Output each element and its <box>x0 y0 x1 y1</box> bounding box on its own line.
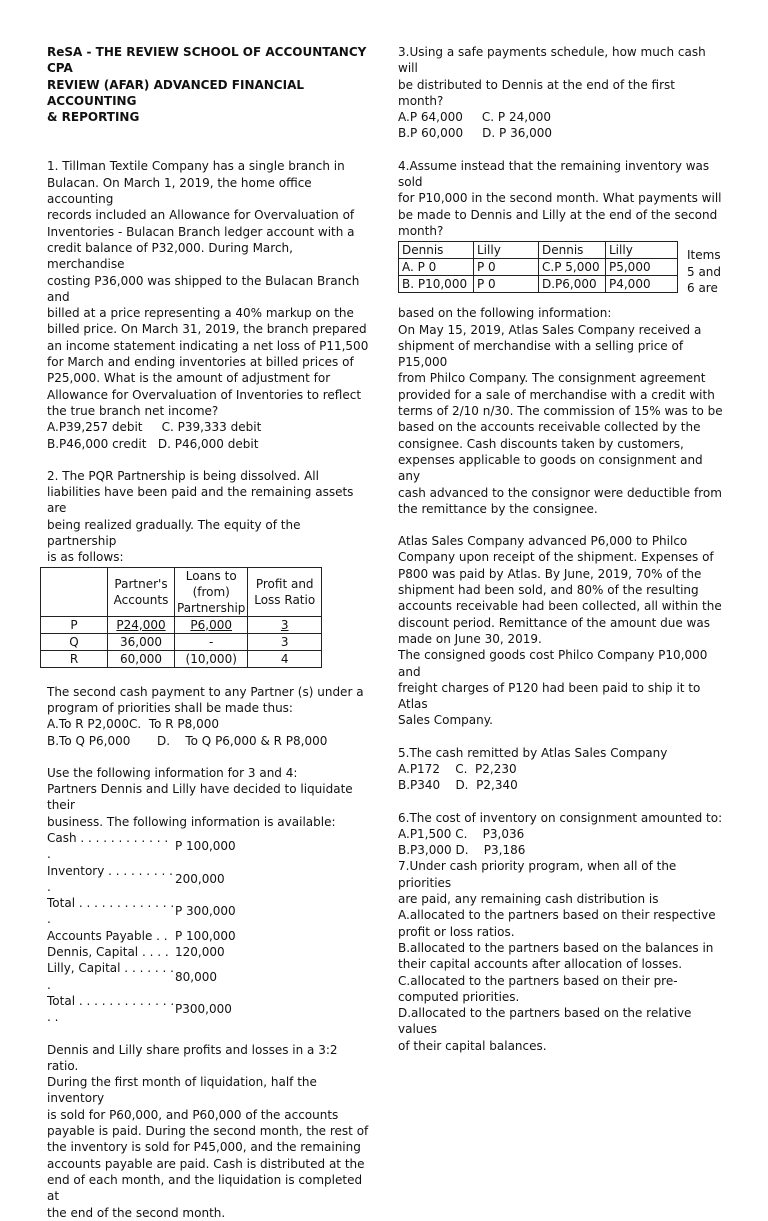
info-line: payable is paid. During the second month, the rest of <box>47 1124 369 1139</box>
q3-line: 3.Using a safe payments schedule, how much cash will <box>398 45 706 76</box>
info-line: terms of 2/10 n/30. The commission of 15% was to be <box>398 404 723 419</box>
table-cell: Q <box>41 633 108 650</box>
table-header-cell: Dennis <box>539 242 606 259</box>
q1-line: for March and ending inventories at billed prices of <box>47 355 354 370</box>
table-header-cell: Loans to (from) Partnership <box>175 567 248 616</box>
payments-table <box>398 241 678 293</box>
q7-line: 7.Under cash priority program, when all of the priorities <box>398 859 677 890</box>
info-line: accounts receivable had been collected, all within the <box>398 599 722 614</box>
q2-option: A.To R P2,000C. To R P8,000 <box>47 717 220 732</box>
table-row <box>399 259 678 276</box>
info-line: shipment of merchandise with a selling price of P15,000 <box>398 338 684 370</box>
info-line: On May 15, 2019, Atlas Sales Company received a <box>398 322 702 337</box>
q2-line: is as follows: <box>47 550 124 565</box>
q1-option: A.P39,257 debit C. P39,333 debit <box>47 420 262 435</box>
table-header-cell: Lilly <box>606 242 678 259</box>
q1-line: 1. Tillman Textile Company has a single branch in <box>47 159 345 174</box>
q1-option: B.P46,000 credit D. P46,000 debit <box>47 436 259 451</box>
info-line: P800 was paid by Atlas. By June, 2019, 70% of the <box>398 566 702 581</box>
info-line: The consigned goods cost Philco Company P10,000 and <box>398 648 708 679</box>
table-cell: A. P 0 <box>399 259 474 276</box>
q2-line: program of priorities shall be made thus: <box>47 700 293 715</box>
info-line: Use the following information for 3 and 4: <box>47 765 298 780</box>
q1-line: Allowance for Overvaluation of Inventories to reflect <box>47 387 362 402</box>
title-line: & REPORTING <box>47 110 140 125</box>
q1-line: the true branch net income? <box>47 403 219 418</box>
q1-line: credit balance of P32,000. During March, merchandise <box>47 240 293 272</box>
item-value: 200,000 <box>175 871 225 886</box>
info-line: During the first month of liquidation, half the inventory <box>47 1075 317 1106</box>
info-line: business. The following information is available: <box>47 814 336 829</box>
table-header-row <box>41 567 322 616</box>
q4-line: 4.Assume instead that the remaining inventory was sold <box>398 158 710 190</box>
item-value: 120,000 <box>175 945 225 960</box>
question-7 <box>398 858 723 1054</box>
table-cell: R <box>41 650 108 667</box>
info-line: Atlas Sales Company advanced P6,000 to Philco <box>398 534 688 549</box>
question-5 <box>398 745 723 794</box>
question-2 <box>47 468 369 749</box>
info-line: freight charges of P120 had been paid to ship it to Atlas <box>398 680 701 712</box>
q7-line: B.allocated to the partners based on the balances in <box>398 940 714 955</box>
list-item <box>47 863 247 896</box>
q2-line: being realized gradually. The equity of the partnership <box>47 517 301 549</box>
table-header-cell <box>41 567 108 616</box>
list-item <box>47 928 247 944</box>
table-header-cell: Partner's Accounts <box>108 567 175 616</box>
info-3-4 <box>47 765 369 1221</box>
table-cell: 36,000 <box>108 633 175 650</box>
q2-line: 2. The PQR Partnership is being dissolved. All <box>47 468 319 483</box>
info-line: provided for a sale of merchandise with a credit with <box>398 387 715 402</box>
item-value: P300,000 <box>175 1002 232 1017</box>
info-5-6 <box>398 305 723 728</box>
item-label: Lilly, Capital . . . . . . . . <box>47 961 174 992</box>
info-line: Partners Dennis and Lilly have decided to liquidate their <box>47 782 353 813</box>
item-label: Dennis, Capital . . . . <box>47 945 169 960</box>
item-value: P 100,000 <box>175 839 236 854</box>
side-note-line: 5 and <box>687 264 722 279</box>
q7-line: C.allocated to the partners based on their pre- <box>398 973 678 988</box>
table-cell: P <box>41 616 108 633</box>
q1-line: Bulacan. On March 1, 2019, the home office accounting <box>47 175 312 207</box>
question-3 <box>398 44 723 142</box>
info-line: the remittance by the consignee. <box>398 501 598 516</box>
q3-line: be distributed to Dennis at the end of the first month? <box>398 77 675 108</box>
list-item <box>47 960 247 993</box>
table-header-cell: Profit and Loss Ratio <box>248 567 322 616</box>
title-line: ReSA - THE REVIEW SCHOOL OF ACCOUNTANCY CPA <box>47 45 367 76</box>
table-cell: P 0 <box>474 276 539 293</box>
item-value: 80,000 <box>175 969 217 984</box>
info-line: made on June 30, 2019. <box>398 631 542 646</box>
table-cell: 4 <box>248 650 322 667</box>
table-header-row <box>399 242 678 259</box>
q7-line: A.allocated to the partners based on their respective <box>398 908 716 923</box>
table-cell: 60,000 <box>108 650 175 667</box>
left-column <box>47 44 369 1221</box>
table-cell: P24,000 <box>108 616 175 633</box>
table-cell: P5,000 <box>606 259 678 276</box>
table-cell: 3 <box>248 616 322 633</box>
table-header-cell: Lilly <box>474 242 539 259</box>
q5-line: 5.The cash remitted by Atlas Sales Company <box>398 745 668 760</box>
table-header-cell: Dennis <box>399 242 474 259</box>
q7-line: are paid, any remaining cash distribution is <box>398 892 659 907</box>
q3-option: A.P 64,000 C. P 24,000 <box>398 110 551 125</box>
table-cell: C.P 5,000 <box>539 259 606 276</box>
q5-option: A.P172 C. P2,230 <box>398 761 517 776</box>
q4-line: be made to Dennis and Lilly at the end of the second <box>398 207 718 222</box>
question-1 <box>47 158 369 451</box>
info-line: shipment had been sold, and 80% of the resulting <box>398 583 699 598</box>
q7-line: of their capital balances. <box>398 1038 547 1053</box>
list-item <box>47 993 247 1026</box>
q7-line: D.allocated to the partners based on the relative values <box>398 1006 692 1037</box>
q5-option: B.P340 D. P2,340 <box>398 778 518 793</box>
item-label: Cash . . . . . . . . . . . . . <box>47 830 169 862</box>
info-line: discount period. Remittance of the amount due was <box>398 615 710 630</box>
q7-line: computed priorities. <box>398 989 520 1004</box>
q4-line: month? <box>398 223 444 238</box>
item-label: Total . . . . . . . . . . . . . . . <box>47 993 175 1025</box>
q1-line: Inventories - Bulacan Branch ledger account with a <box>47 224 355 239</box>
table-cell: - <box>175 633 248 650</box>
q6-option: A.P1,500 C. P3,036 <box>398 826 525 841</box>
table-row <box>41 650 322 667</box>
info-line: end of each month, and the liquidation is completed at <box>47 1172 363 1204</box>
list-item <box>47 830 247 863</box>
info-line: Sales Company. <box>398 713 493 728</box>
info-line: based on the following information: <box>398 306 612 321</box>
info-line: the end of the second month. <box>47 1205 226 1220</box>
question-6 <box>398 810 723 859</box>
table-cell: D.P6,000 <box>539 276 606 293</box>
table-row <box>41 633 322 650</box>
title-line: REVIEW (AFAR) ADVANCED FINANCIAL ACCOUNTING <box>47 77 305 108</box>
info-line: consignee. Cash discounts taken by customers, <box>398 436 684 451</box>
table-row <box>41 616 322 633</box>
item-label: Accounts Payable . . <box>47 928 168 943</box>
info-line: based on the accounts receivable collected by the <box>398 420 701 435</box>
q2-line: The second cash payment to any Partner (s) under a <box>47 684 364 699</box>
info-line: Company upon receipt of the shipment. Expenses of <box>398 550 714 565</box>
q1-line: P25,000. What is the amount of adjustment for <box>47 371 331 386</box>
table-cell: P4,000 <box>606 276 678 293</box>
q3-option: B.P 60,000 D. P 36,000 <box>398 126 553 141</box>
partnership-equity-table <box>40 567 322 668</box>
info-line: the inventory is sold for P45,000, and the remaining <box>47 1140 361 1155</box>
q1-line: an income statement indicating a net loss of P11,500 <box>47 338 369 353</box>
question-4 <box>398 158 723 305</box>
table-cell: (10,000) <box>175 650 248 667</box>
q1-line: billed price. On March 31, 2019, the branch prepared <box>47 322 367 337</box>
q2-option: B.To Q P6,000 D. To Q P6,000 & R P8,000 <box>47 733 328 748</box>
info-line: is sold for P60,000, and P60,000 of the accounts <box>47 1107 339 1122</box>
items-side-note <box>687 247 727 296</box>
info-line: Dennis and Lilly share profits and losses in a 3:2 ratio. <box>47 1042 338 1073</box>
financial-position-list <box>47 830 247 1026</box>
table-cell: 3 <box>248 633 322 650</box>
q1-line: billed at a price representing a 40% markup on the <box>47 306 354 321</box>
q1-line: costing P36,000 was shipped to the Bulacan Branch and <box>47 273 360 304</box>
side-note-line: Items <box>687 248 721 263</box>
item-value: P 100,000 <box>175 928 236 943</box>
right-column <box>398 44 723 1054</box>
q7-line: their capital accounts after allocation of losses. <box>398 957 683 972</box>
table-cell: P6,000 <box>175 616 248 633</box>
info-line: cash advanced to the consignor were deductible from <box>398 485 722 500</box>
item-value: P 300,000 <box>175 904 236 919</box>
info-line: from Philco Company. The consignment agreement <box>398 371 706 386</box>
list-item <box>47 895 247 928</box>
table-cell: P 0 <box>474 259 539 276</box>
q4-line: for P10,000 in the second month. What payments will <box>398 191 722 206</box>
table-cell: B. P10,000 <box>399 276 474 293</box>
list-item <box>47 944 247 960</box>
q6-line: 6.The cost of inventory on consignment amounted to: <box>398 810 723 825</box>
document-title <box>47 44 369 125</box>
q7-line: profit or loss ratios. <box>398 924 515 939</box>
info-line: expenses applicable to goods on consignment and any <box>398 452 703 484</box>
q6-option: B.P3,000 D. P3,186 <box>398 843 526 858</box>
side-note-line: 6 are <box>687 280 718 295</box>
item-label: Inventory . . . . . . . . . . <box>47 863 173 894</box>
q2-line: liabilities have been paid and the remaining assets are <box>47 485 354 516</box>
item-label: Total . . . . . . . . . . . . . . <box>47 896 175 927</box>
q1-line: records included an Allowance for Overvaluation of <box>47 208 355 223</box>
info-line: accounts payable are paid. Cash is distributed at the <box>47 1156 365 1171</box>
table-row <box>399 276 678 293</box>
